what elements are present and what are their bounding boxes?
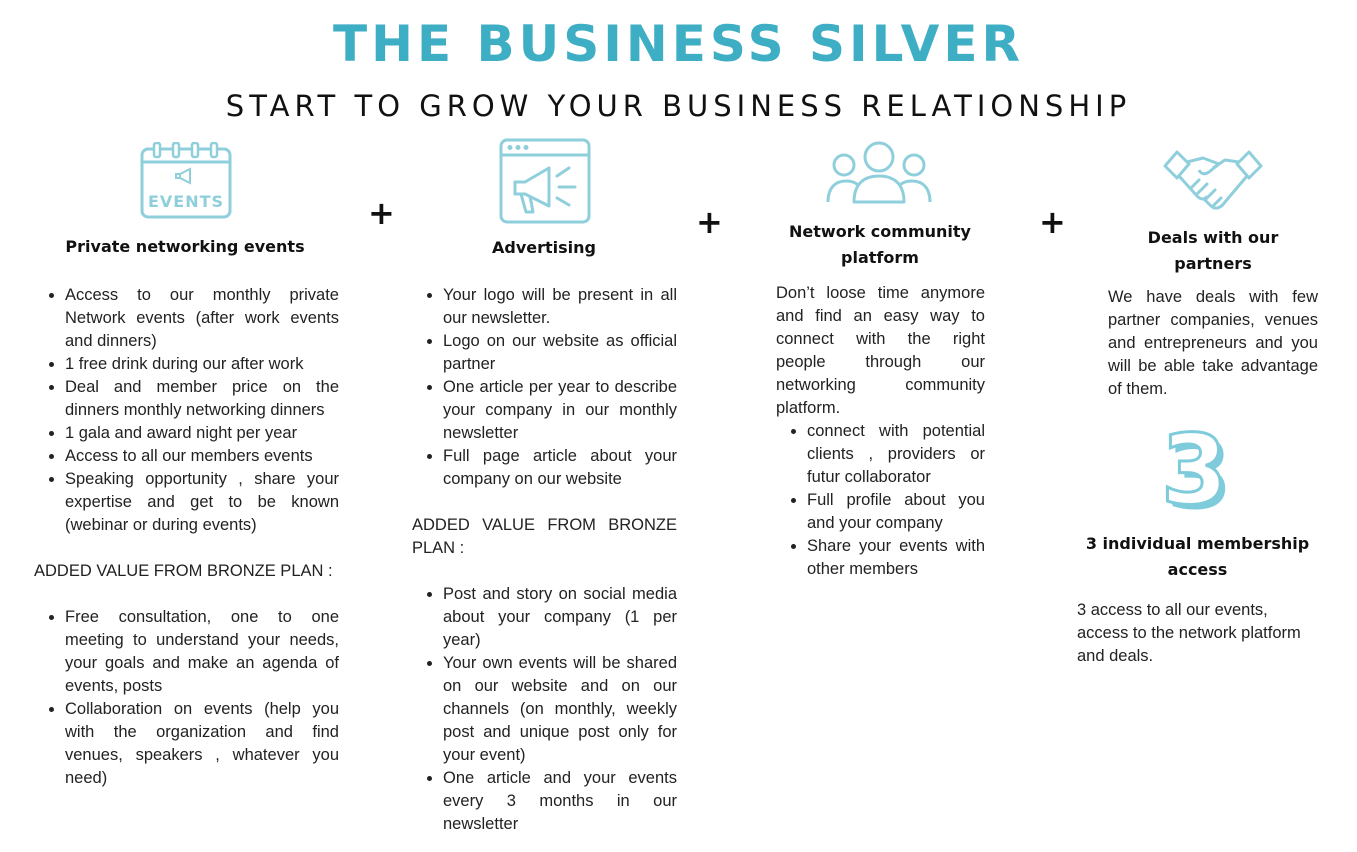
list-item: • Free consultation, one to one meeting to understand your needs, your goals and make an agenda of events, posts <box>65 606 339 698</box>
handshake-icon <box>1163 148 1263 216</box>
list-item: • 1 gala and award night per year <box>65 422 339 445</box>
heading-advertising: Advertising <box>492 238 596 257</box>
plus-sign: + <box>1039 203 1066 241</box>
plus-sign: + <box>696 203 723 241</box>
list-item: • Full profile about you and your company <box>807 489 985 535</box>
membership-text: 3 access to all our events, access to the network platform and deals. <box>1077 601 1301 665</box>
events-benefits-list <box>34 284 339 537</box>
number-three-graphic: 3 <box>1161 414 1228 526</box>
column-advertising <box>412 284 677 836</box>
heading-private-networking-events: Private networking events <box>65 237 305 256</box>
added-value-list <box>412 583 677 836</box>
list-item: • Full page article about your company on our website <box>443 445 677 491</box>
plus-sign: + <box>368 194 395 232</box>
network-intro-text: Don’t loose time anymore and find an easy way to connect with the right people through our networking community platform. <box>776 284 985 417</box>
list-item: • One article per year to describe your company in our monthly newsletter <box>443 376 677 445</box>
list-item: • 1 free drink during our after work <box>65 353 339 376</box>
list-item: • connect with potential clients , providers or futur collaborator <box>807 420 985 489</box>
list-item: • Your own events will be shared on our website and on our channels (on monthly, weekly post and unique post only for your event) <box>443 652 677 767</box>
list-item: • Logo on our website as official partner <box>443 330 677 376</box>
svg-text:EVENTS: EVENTS <box>147 192 225 211</box>
added-value-label: ADDED VALUE FROM BRONZE PLAN : <box>412 516 677 557</box>
column-membership <box>1077 599 1317 668</box>
list-item: • Deal and member price on the dinners monthly networking dinners <box>65 376 339 422</box>
list-item: • Post and story on social media about your company (1 per year) <box>443 583 677 652</box>
people-group-icon <box>826 140 932 204</box>
list-item: • Collaboration on events (help you with the organization and find venues, speakers , whatever you need) <box>65 698 339 790</box>
advertising-benefits-list <box>412 284 677 491</box>
list-item: • Speaking opportunity , share your expertise and get to be known (webinar or during events) <box>65 468 339 537</box>
heading-deals-with-partners: Deals with our partners <box>1147 228 1279 273</box>
page-subtitle: START TO GROW YOUR BUSINESS RELATIONSHIP <box>225 89 1132 123</box>
list-item: • One article and your events every 3 months in our newsletter <box>443 767 677 836</box>
heading-individual-membership-access: 3 individual membership access <box>1085 534 1310 579</box>
page-title: THE BUSINESS SILVER <box>333 15 1024 73</box>
list-item: • Access to all our members events <box>65 445 339 468</box>
network-benefits-list <box>776 420 985 581</box>
column-deals <box>1108 286 1318 401</box>
events-calendar-icon <box>140 142 232 220</box>
column-network-community <box>776 282 985 581</box>
heading-network-community-platform: Network community platform <box>789 222 971 267</box>
megaphone-icon <box>499 138 591 224</box>
added-value-label: ADDED VALUE FROM BRONZE PLAN : <box>34 562 333 580</box>
column-private-networking <box>34 284 339 790</box>
added-value-list <box>34 606 339 790</box>
list-item: • Your logo will be present in all our newsletter. <box>443 284 677 330</box>
list-item: • Share your events with other members <box>807 535 985 581</box>
deals-intro-text: We have deals with few partner companies, venues and entrepreneurs and you will be able take advantage of them. <box>1108 288 1318 398</box>
list-item: • Access to our monthly private Network events (after work events and dinners) <box>65 284 339 353</box>
